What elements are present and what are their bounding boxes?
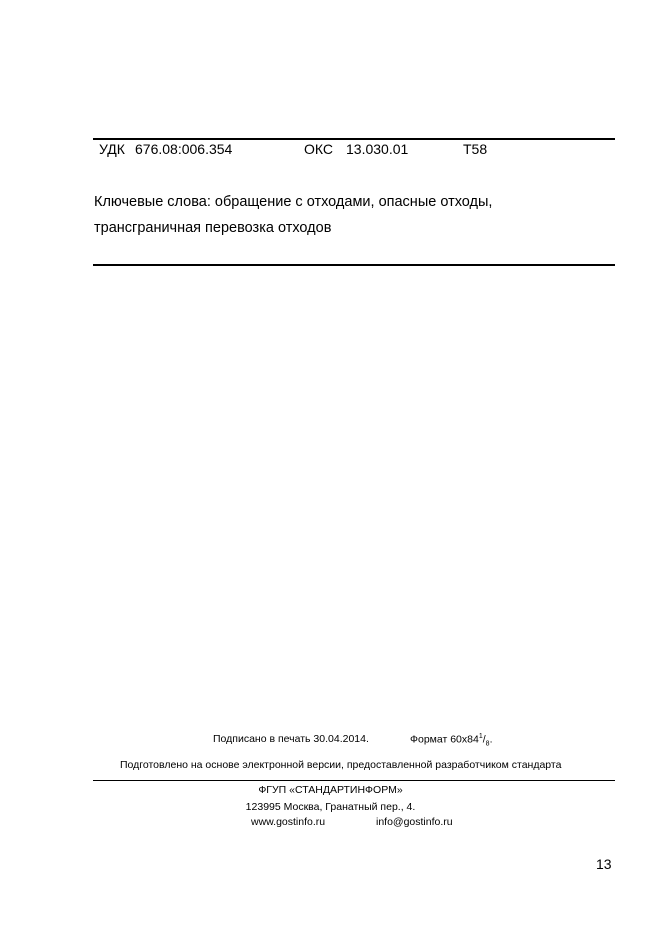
format-end: . [489, 733, 493, 746]
keywords-line-2: трансграничная перевозка отходов [94, 220, 332, 236]
email: info@gostinfo.ru [376, 816, 453, 828]
print-format [410, 733, 492, 748]
prepared-note: Подготовлено на основе электронной версии, предоставленной разработчиком стандарта [120, 759, 562, 771]
udk-value: 676.08:006.354 [135, 141, 233, 157]
website: www.gostinfo.ru [251, 816, 326, 828]
keywords-bottom-rule [93, 264, 615, 266]
signed-to-print: Подписано в печать 30.04.2014. [213, 733, 369, 745]
page-number: 13 [596, 856, 612, 872]
oks-value: 13.030.01 [346, 141, 409, 157]
format-prefix: Формат 60x84 [410, 733, 479, 746]
imprint-rule [93, 780, 615, 781]
udk-label: УДК [99, 141, 125, 157]
group-code: Т58 [463, 141, 488, 157]
publisher: ФГУП «СТАНДАРТИНФОРМ» [258, 784, 403, 796]
keywords-line-1: Ключевые слова: обращение с отходами, опасные отходы, [94, 194, 493, 210]
format-numerator: 1 [478, 733, 483, 740]
oks-label: ОКС [304, 141, 333, 157]
format-slash: / [482, 733, 486, 746]
format-denominator: 8 [485, 740, 490, 748]
address: 123995 Москва, Гранатный пер., 4. [245, 801, 416, 813]
top-rule [93, 138, 615, 140]
